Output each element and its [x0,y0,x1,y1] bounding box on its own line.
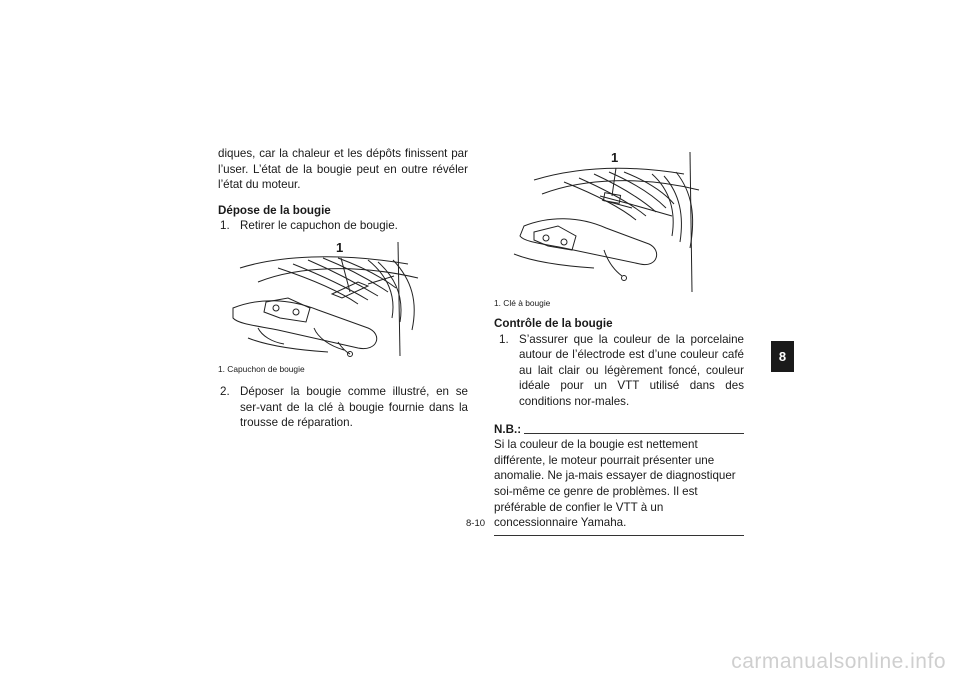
figure-caption: 1. Capuchon de bougie [218,363,305,374]
figure-callout-number: 1 [611,150,619,165]
chapter-tab: 8 [771,341,794,372]
left-column [218,146,468,431]
figure-caption: 1. Clé à bougie [494,298,551,308]
step-number: 1. [499,332,509,346]
right-column [494,146,744,536]
intro-paragraph: diques, car la chaleur et les dépôts finissent par l’user. L’état de la bougie peut en outre révéler l’état du moteur. [218,147,468,192]
inspection-step-1 [494,332,744,410]
step-number: 2. [220,384,230,398]
note-end-rule [494,535,744,536]
removal-step-2 [218,384,468,431]
note-text: Si la couleur de la bougie est nettement différente, le moteur pourrait présenter une anomalie. Ne ja-mais essayer de diagnostiquer soi-même ce genre de problèmes. Il est préférable de confier le VTT à un concessionnaire Yamaha. [494,438,736,530]
section-title-inspection: Contrôle de la bougie [494,317,613,330]
step-text: S’assurer que la couleur de la porcelaine autour de l’électrode est d’une couleur café au lait clair ou légèrement foncé, couleur idéale pour un VTT utilisé dans des conditions nor-males. [519,332,744,408]
spark-plug-wrench-illustration [494,146,744,294]
watermark: carmanualsonline.info [731,650,946,673]
section-title-removal: Dépose de la bougie [218,203,331,217]
removal-step-1 [218,218,468,234]
figure-spark-plug-wrench [494,146,744,294]
note-label: N.B.: [494,422,522,436]
figure-callout-number: 1 [336,239,344,255]
step-text: Déposer la bougie comme illustré, en se ser-vant de la clé à bougie fournie dans la trousse de réparation. [240,384,468,430]
step-number: 1. [220,219,230,233]
note-header [494,422,744,438]
note-rule [524,433,744,434]
page-number: 8-10 [466,518,486,529]
spark-plug-cap-illustration [218,238,468,360]
step-text: Retirer le capuchon de bougie. [240,219,398,233]
figure-spark-plug-cap [218,238,468,360]
